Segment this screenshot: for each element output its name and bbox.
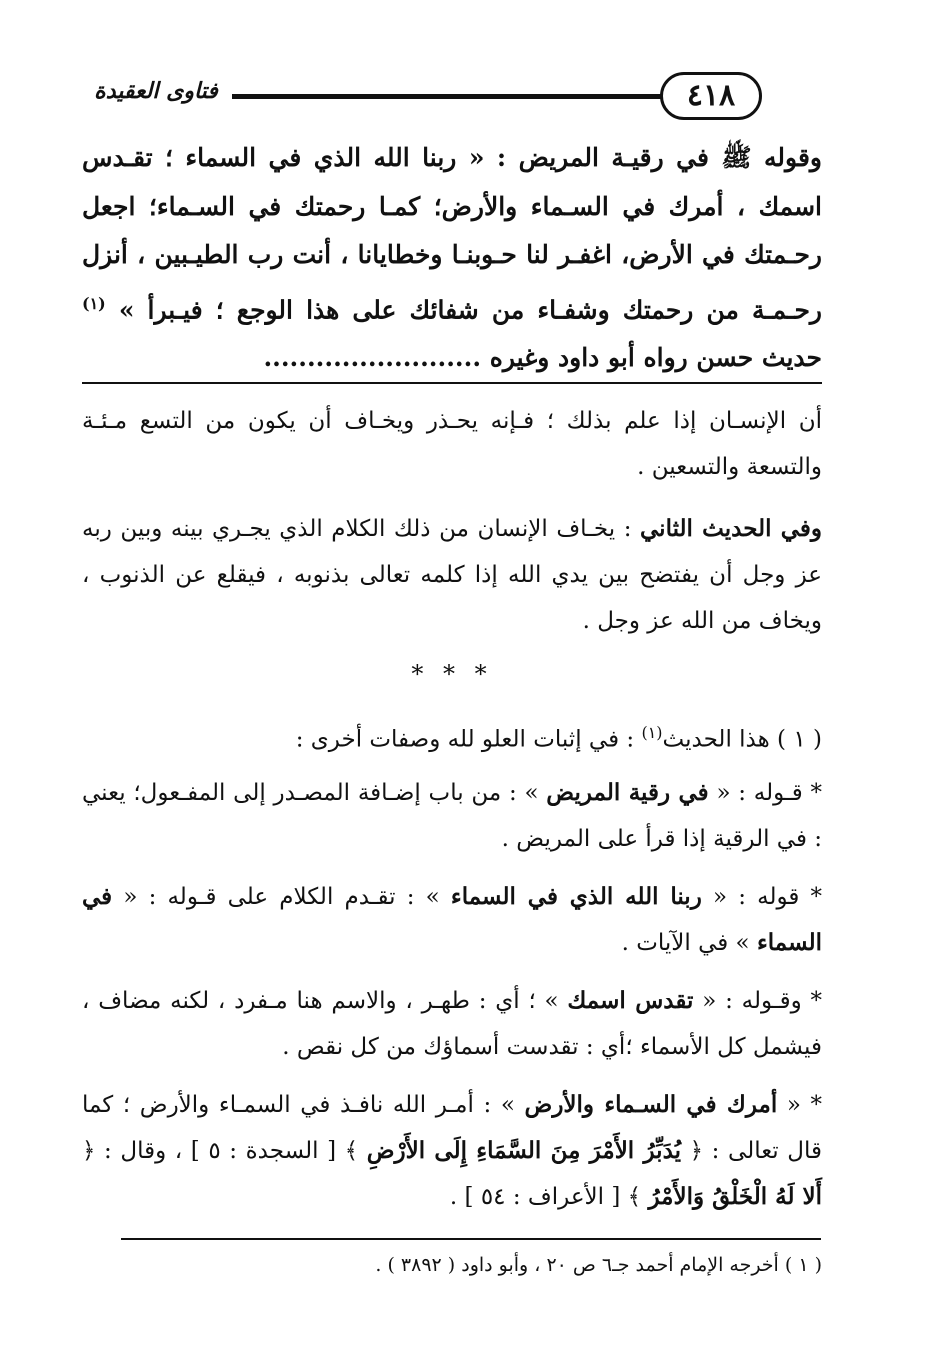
paragraph-7-mid: » : أمـر الله نافـذ في السمـاء والأرض ؛ كما قال تعالى : ﴿ bbox=[82, 1092, 822, 1164]
paragraph-7-post: ﴾ [ الأعراف : ٥٤ ] . bbox=[449, 1184, 649, 1210]
paragraph-7-mid2: ﴾ [ السجدة : ٥ ] ، وقال : ﴿ bbox=[82, 1138, 367, 1164]
paragraph-7-verse-1: يُدَبِّرُ الأَمْرَ مِنَ السَّمَاءِ إِلَى الأَرْضِ bbox=[366, 1137, 682, 1164]
paragraph-7-bold: أمرك في السـماء والأرض bbox=[524, 1091, 778, 1118]
paragraph-6 bbox=[82, 978, 822, 1070]
paragraph-6-bold: تقدس اسمك bbox=[567, 987, 694, 1014]
paragraph-5-mid: » : تقـدم الكلام على قـوله : « bbox=[112, 884, 451, 910]
section-divider bbox=[82, 382, 822, 384]
paragraph-5 bbox=[82, 874, 822, 966]
running-title: فتاوى العقيدة bbox=[94, 78, 218, 104]
paragraph-4-post: » : من باب إضـافة المصـدر إلى المفـعول؛ يعني : في الرقية إذا قرأ على المريض . bbox=[82, 780, 822, 852]
paragraph-6-pre: * وقـوله : « bbox=[693, 988, 822, 1014]
paragraph-5-post: » في الآيات . bbox=[621, 930, 757, 956]
paragraph-4-bold: في رقية المريض bbox=[546, 779, 709, 806]
hadith-tail: حديث حسن رواه أبو داود وغيره ......................... bbox=[263, 343, 822, 373]
paragraph-2-heading: وفي الحديث الثاني bbox=[640, 515, 822, 542]
paragraph-5-bold2: في السماء bbox=[82, 883, 822, 956]
footnote: ( ١ ) أخرجه الإمام أحمد جـ٦ ص ٢٠ ، وأبو داود ( ٣٨٩٢ ) . bbox=[375, 1254, 822, 1276]
paragraph-7-pre: * « bbox=[777, 1092, 822, 1118]
paragraph-2-body: : يخـاف الإنسان من ذلك الكلام الذي يجـري بينه وبين ربه عز وجل أن يفتضح بين يدي الله إذا كلمه تعالى بذنوبه ، فيقلع عن الذنوب ، ويخاف من الله عز وجل . bbox=[82, 516, 822, 634]
paragraph-6-post: » ؛ أي : طهـر ، والاسم هنا مـفرد ، لكنه مضاف ، فيشمل كل الأسماء ؛أي : تقدست أسماؤك من كل نقص . bbox=[82, 988, 822, 1060]
paragraph-2 bbox=[82, 506, 822, 644]
paragraph-7-verse-2: أَلا لَهُ الْخَلْقُ وَالأَمْرُ bbox=[648, 1183, 822, 1210]
paragraph-3-post: : في إثبات العلو لله وصفات أخرى : bbox=[295, 726, 642, 753]
paragraph-3-ref: (١) bbox=[641, 723, 663, 742]
hadith-text bbox=[82, 134, 822, 383]
paragraph-5-pre: * قوله : « bbox=[701, 884, 822, 910]
paragraph-3 bbox=[82, 710, 822, 763]
paragraph-1: أن الإنسـان إذا علم بذلك ؛ فـإنه يحـذر ويخـاف أن يكون من التسع مـئـة والتسعة والتسعين . bbox=[82, 408, 822, 480]
stars-separator: * * * bbox=[411, 660, 493, 688]
footnote-ref: (١) bbox=[82, 293, 106, 313]
paragraph-7 bbox=[82, 1082, 822, 1220]
paragraph-5-bold: ربنا الله الذي في السماء bbox=[450, 883, 702, 910]
paragraph-4 bbox=[82, 770, 822, 862]
page-header bbox=[82, 70, 822, 118]
paragraph-3-pre: ( ١ ) هذا الحديث bbox=[662, 726, 822, 753]
page-number: ٤١٨ bbox=[660, 72, 762, 120]
paragraph-4-pre: * قـوله : « bbox=[708, 780, 822, 806]
hadith-main: وقوله ﷺ في رقيـة المريض : « ربنا الله الذي في السماء ؛ تقـدس اسمك ، أمرك في السـماء والأرض؛ كمـا رحمتك في السـماء؛ اجعل رحـمتك في الأرض، اغفـر لنا حـوبنـا وخطايانا ، أنت رب الطيـبين ، أنزل رحـمـة من رحمتك وشفـاء من شفائك على هذا الوجع ؛ فيـبرأ » bbox=[82, 143, 822, 324]
footnote-divider bbox=[121, 1238, 821, 1240]
